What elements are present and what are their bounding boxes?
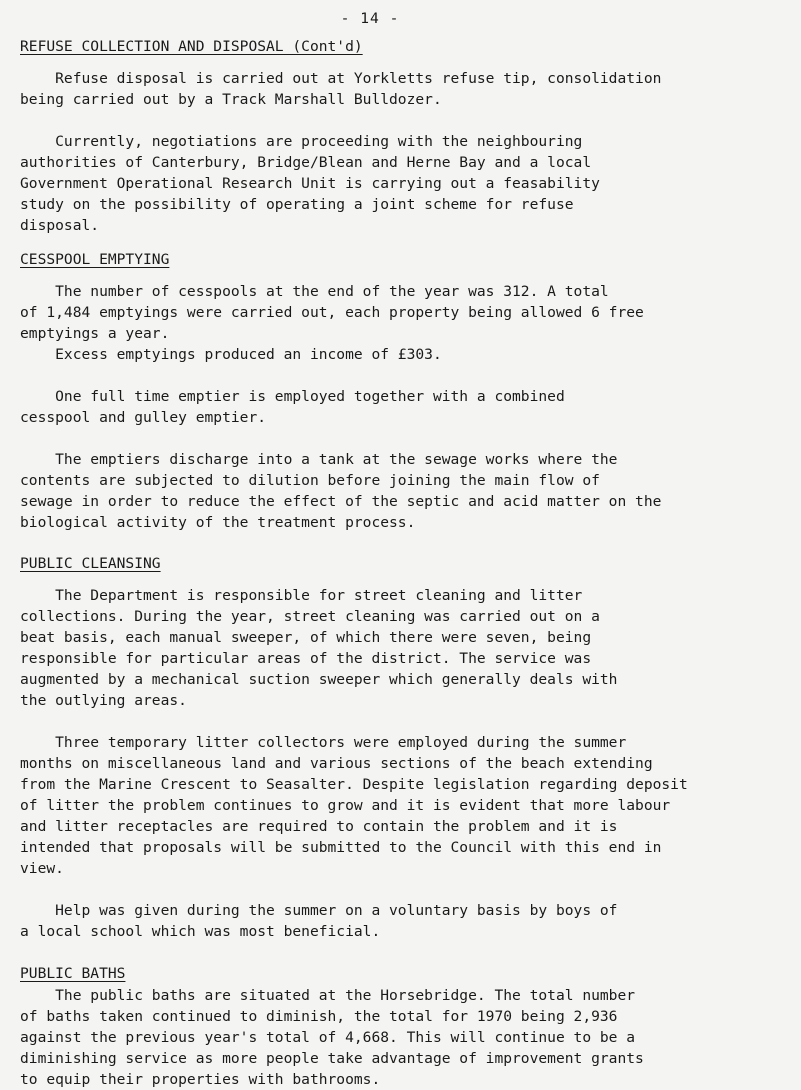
paragraph-excess-emptyings: Excess emptyings produced an income of £303. — [20, 346, 442, 363]
paragraph-litter-collectors: Three temporary litter collectors were employed during the summer months on miscellaneous land and various sections of the beach extending from the Marine Crescent to Seasalter. Despite legislation regarding deposit of litter the problem continues to grow and it is evident that more labour and litter receptacles are required to contain the problem and it is intended that proposals will be submitted to the Council with this end in view. — [20, 734, 688, 877]
paragraph-voluntary-help: Help was given during the summer on a voluntary basis by boys of a local school which was most beneficial. — [20, 902, 618, 940]
paragraph-full-time-emptier: One full time emptier is employed together with a combined cesspool and gulley emptier. — [20, 388, 565, 426]
paragraph-emptiers-discharge: The emptiers discharge into a tank at the sewage works where the contents are subjected to dilution before joining the main flow of sewage in order to reduce the effect of the septic and acid matter on the biological activity of the treatment process. — [20, 451, 662, 531]
paragraph-negotiations: Currently, negotiations are proceeding with the neighbouring authorities of Canterbury, Bridge/Blean and Herne Bay and a local Government Operational Research Unit is carrying out a feasability study on the possibility of operating a joint scheme for refuse disposal. — [20, 133, 600, 234]
page-number: - 14 - — [340, 10, 400, 27]
section-heading-cesspool-emptying: CESSPOOL EMPTYING — [20, 251, 170, 268]
section-heading-public-cleansing: PUBLIC CLEANSING — [20, 555, 161, 572]
section-heading-refuse-collection: REFUSE COLLECTION AND DISPOSAL (Cont'd) — [20, 38, 363, 55]
paragraph-refuse-disposal: Refuse disposal is carried out at Yorkletts refuse tip, consolidation being carried out by a Track Marshall Bulldozer. — [20, 70, 662, 108]
section-heading-public-baths: PUBLIC BATHS — [20, 965, 126, 982]
paragraph-public-baths: The public baths are situated at the Horsebridge. The total number of baths taken continued to diminish, the total for 1970 being 2,936 against the previous year's total of 4,668. This will continue to be a diminishing service as more people take advantage of improvement grants to equip their properties with bathrooms. — [20, 987, 644, 1088]
paragraph-street-cleaning: The Department is responsible for street cleaning and litter collections. During the year, street cleaning was carried out on a beat basis, each manual sweeper, of which there were seven, being responsible for particular areas of the district. The service was augmented by a mechanical suction sweeper which generally deals with the outlying areas. — [20, 587, 618, 709]
paragraph-cesspool-count: The number of cesspools at the end of the year was 312. A total of 1,484 emptyings were carried out, each property being allowed 6 free emptyings a year. — [20, 283, 644, 342]
